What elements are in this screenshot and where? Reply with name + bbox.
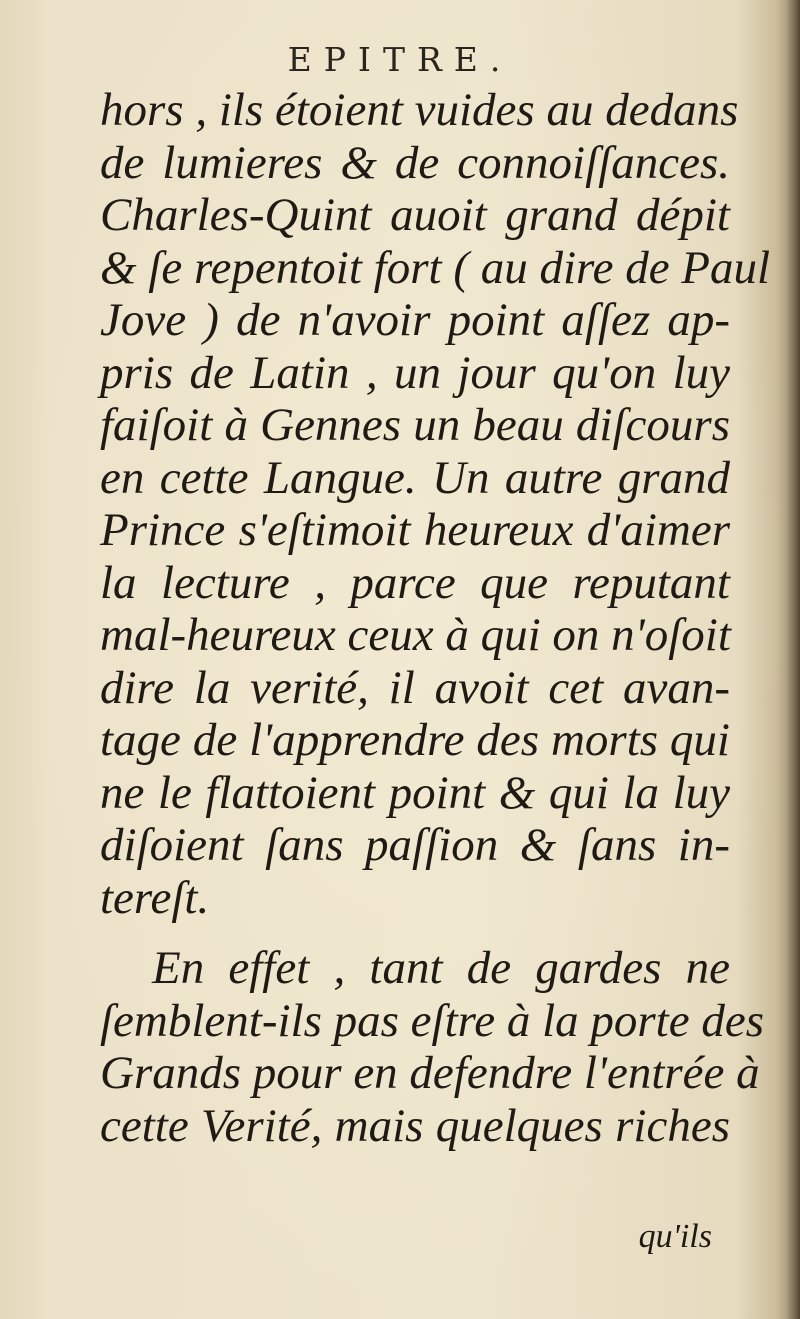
paragraph-gap [100, 924, 730, 942]
catchword: qu'ils [638, 1218, 712, 1255]
text-line: dire la verité, il avoit cet avan- [100, 661, 730, 714]
text-line: mal-heureux ceux à qui on n'oſoit [100, 609, 731, 661]
text-line: diſoient ſans paſſion & ſans in- [100, 819, 730, 871]
text-line: en cette Langue. Un autre grand [100, 451, 730, 504]
text-line: tage de l'apprendre des morts qui [100, 714, 730, 766]
text-line: la lecture , parce que reputant [100, 556, 730, 609]
text-line: Jove ) de n'avoir point aſſez ap- [100, 294, 730, 346]
text-line: tereſt. [100, 871, 210, 924]
text-line: pris de Latin , un jour qu'on luy [100, 346, 730, 399]
text-line: de lumieres & de connoiſſances. [100, 136, 730, 189]
text-line: Charles-Quint auoit grand dépit [100, 189, 730, 241]
text-line: hors , ils étoient vuides au dedans [100, 84, 739, 136]
running-head: EPITRE. [287, 40, 513, 79]
text-line: faiſoit à Gennes un beau diſcours [100, 399, 730, 451]
text-line: cette Verité, mais quelques riches [100, 1099, 730, 1152]
text-line: ne le flattoient point & qui la luy [100, 766, 730, 819]
text-line: ſemblent-ils pas eſtre à la porte des [100, 994, 764, 1047]
text-line: & ſe repentoit fort ( au dire de Paul [100, 241, 771, 294]
body-text [100, 84, 771, 1152]
text-line: Grands pour en defendre l'entrée à [100, 1047, 760, 1099]
text-line: En effet , tant de gardes ne [152, 942, 730, 994]
text-line: Prince s'eſtimoit heureux d'aimer [100, 504, 730, 556]
